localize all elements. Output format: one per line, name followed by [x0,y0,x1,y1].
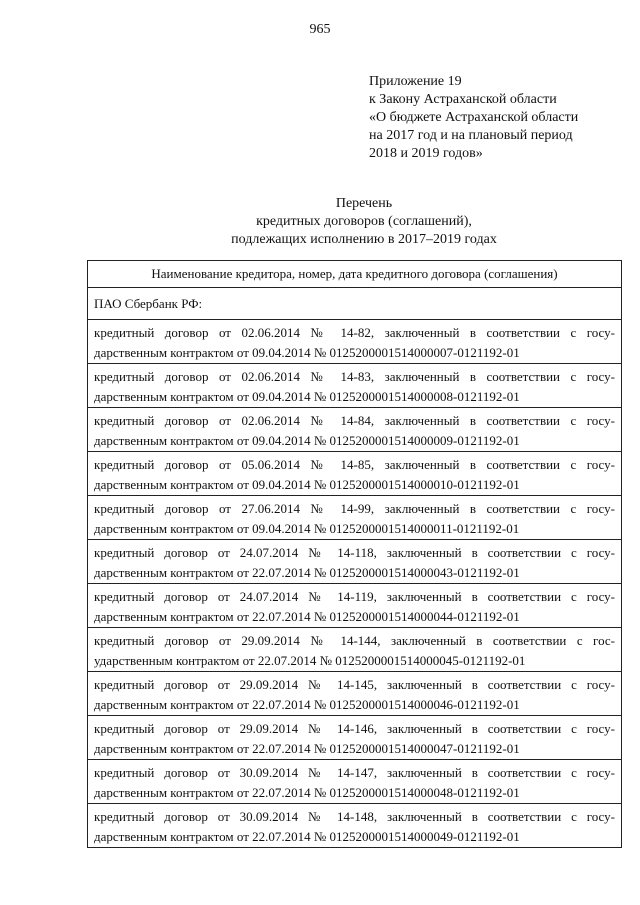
table-row [88,452,622,496]
contract-cell [88,672,622,716]
contract-line-2: дарственным контрактом от 22.07.2014 № 0125200001514000044-0121192-01 [94,609,520,624]
contract-line-2: дарственным контрактом от 22.07.2014 № 0125200001514000046-0121192-01 [94,697,520,712]
contract-line-1: кредитный договор от 29.09.2014 № 14-144, заключенный в соответствии с гос- [94,633,615,648]
table-row [88,672,622,716]
contract-line-1: кредитный договор от 29.09.2014 № 14-146, заключенный в соответствии с госу- [94,721,615,736]
table-row [88,628,622,672]
contract-cell [88,804,622,848]
title-line: Перечень [335,196,393,211]
appendix-line: 2018 и 2019 годов» [369,146,483,161]
appendix-block [369,73,578,163]
contract-cell [88,320,622,364]
contract-cell [88,716,622,760]
contract-line-1: кредитный договор от 05.06.2014 № 14-85, заключенный в соответствии с госу- [94,457,615,472]
title-line: кредитных договоров (соглашений), [256,214,472,229]
contract-line-1: кредитный договор от 29.09.2014 № 14-145, заключенный в соответствии с госу- [94,677,615,692]
contract-cell [88,408,622,452]
contract-line-2: дарственным контрактом от 09.04.2014 № 0125200001514000008-0121192-01 [94,389,520,404]
contract-cell [88,452,622,496]
contract-cell [88,540,622,584]
table-row [88,804,622,848]
contract-cell [88,760,622,804]
table-row [88,496,622,540]
contract-line-2: дарственным контрактом от 22.07.2014 № 0125200001514000048-0121192-01 [94,785,520,800]
contract-cell [88,628,622,672]
contract-line-1: кредитный договор от 02.06.2014 № 14-84, заключенный в соответствии с госу- [94,413,615,428]
contract-line-1: кредитный договор от 24.07.2014 № 14-118, заключенный в соответствии с госу- [94,545,615,560]
contract-line-2: дарственным контрактом от 09.04.2014 № 0125200001514000011-0121192-01 [94,521,520,536]
contract-line-1: кредитный договор от 30.09.2014 № 14-147, заключенный в соответствии с госу- [94,765,615,780]
contract-line-2: дарственным контрактом от 09.04.2014 № 0125200001514000009-0121192-01 [94,433,520,448]
creditor-name: ПАО Сбербанк РФ: [88,288,622,320]
contract-cell [88,364,622,408]
table-row [88,584,622,628]
appendix-line: к Закону Астраханской области [369,92,557,107]
appendix-line: «О бюджете Астраханской области [369,110,579,125]
contract-cell [88,584,622,628]
creditor-row [88,288,622,320]
contract-line-2: дарственным контрактом от 22.07.2014 № 0125200001514000047-0121192-01 [94,741,520,756]
contract-line-2: дарственным контрактом от 22.07.2014 № 0125200001514000049-0121192-01 [94,829,520,844]
contract-line-1: кредитный договор от 30.09.2014 № 14-148, заключенный в соответствии с госу- [94,809,615,824]
table-row [88,364,622,408]
contract-line-1: кредитный договор от 02.06.2014 № 14-83, заключенный в соответствии с госу- [94,369,615,384]
title-line: подлежащих исполнению в 2017–2019 годах [231,232,497,247]
table-row [88,760,622,804]
contract-line-1: кредитный договор от 02.06.2014 № 14-82, заключенный в соответствии с госу- [94,325,615,340]
contract-cell [88,496,622,540]
table-header-row [88,261,622,288]
document-title [0,195,640,249]
contract-line-2: дарственным контрактом от 09.04.2014 № 0125200001514000007-0121192-01 [94,345,520,360]
page-number: 965 [309,22,331,37]
contract-line-2: дарственным контрактом от 09.04.2014 № 0125200001514000010-0121192-01 [94,477,520,492]
contract-line-1: кредитный договор от 24.07.2014 № 14-119, заключенный в соответствии с госу- [94,589,615,604]
table-header: Наименование кредитора, номер, дата кредитного договора (соглашения) [88,261,622,288]
contracts-table [87,260,622,848]
table-row [88,540,622,584]
contract-line-2: ударственным контрактом от 22.07.2014 № 0125200001514000045-0121192-01 [94,653,526,668]
table-row [88,716,622,760]
table-row [88,408,622,452]
contract-line-2: дарственным контрактом от 22.07.2014 № 0125200001514000043-0121192-01 [94,565,520,580]
appendix-line: на 2017 год и на плановый период [369,128,573,143]
appendix-line: Приложение 19 [369,74,462,89]
contract-line-1: кредитный договор от 27.06.2014 № 14-99, заключенный в соответствии с госу- [94,501,615,516]
table-row [88,320,622,364]
